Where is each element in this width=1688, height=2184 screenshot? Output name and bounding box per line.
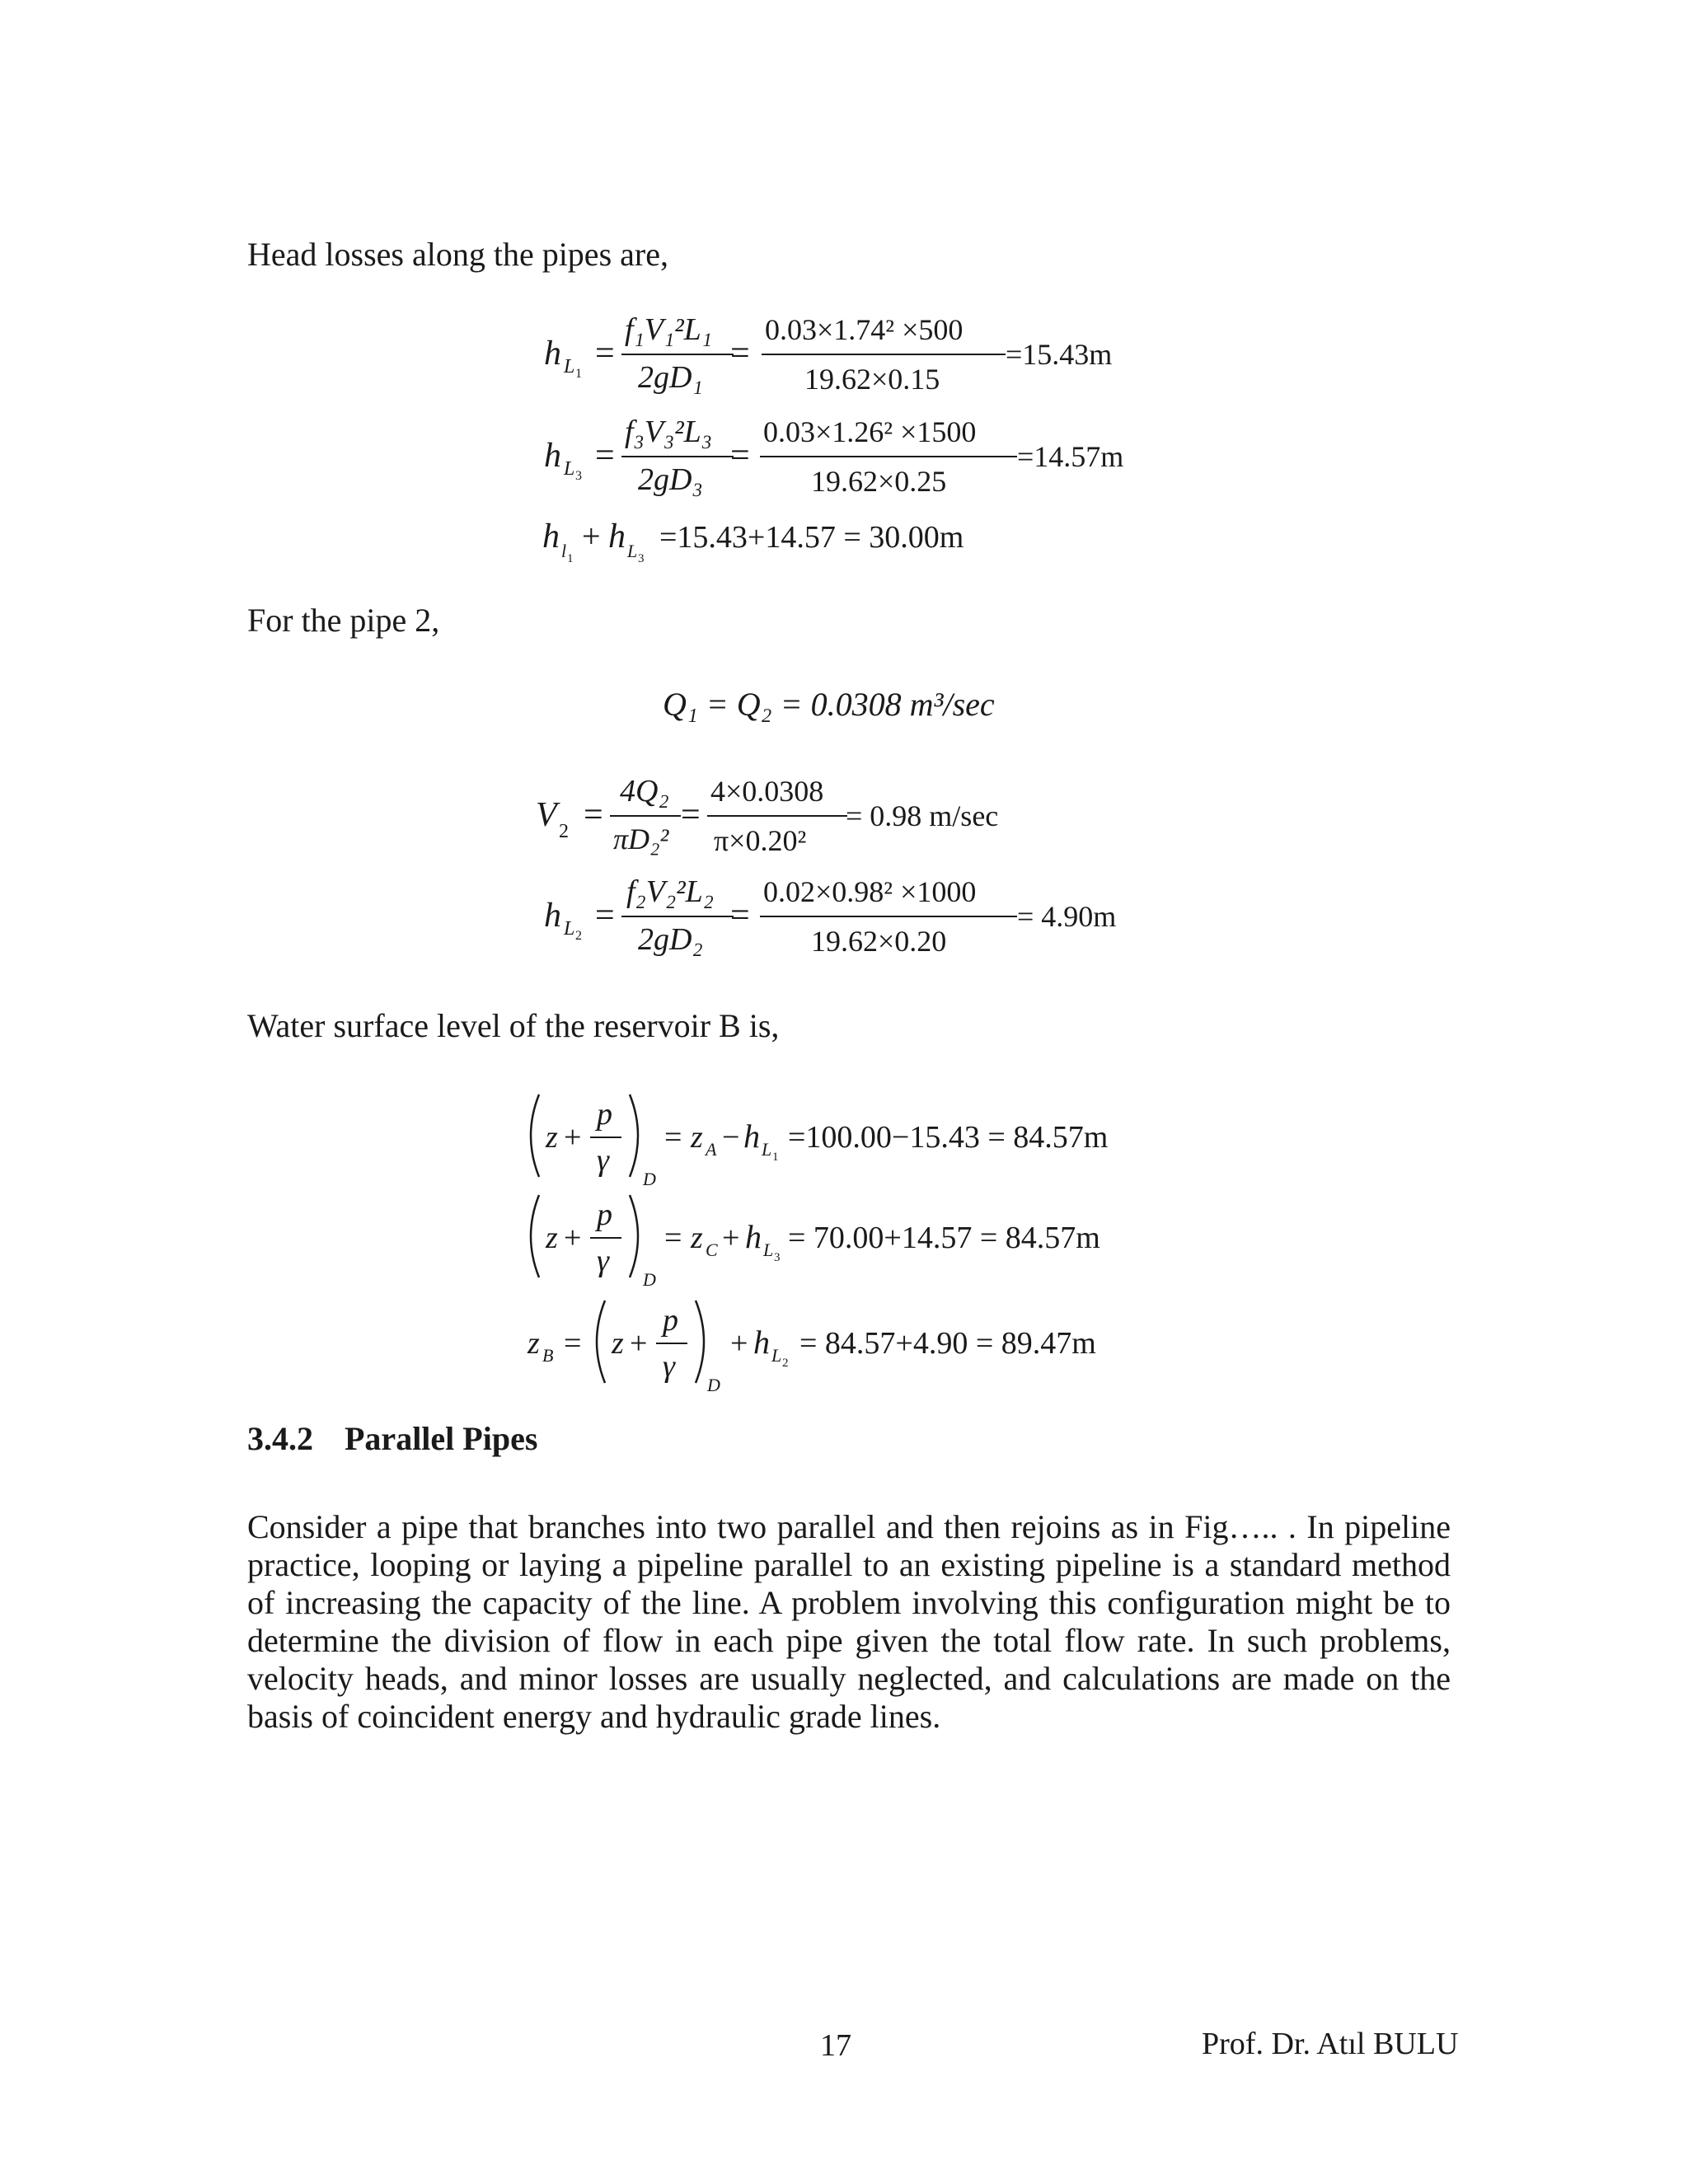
svg-text:p: p [597,1197,612,1232]
eq-hL1-num: 0.03×1.74² ×500 [765,313,964,346]
intro-reservoir: Water surface level of the reservoir B is, [247,1007,780,1044]
equation-zB [519,1294,1179,1405]
svg-text:+: + [630,1326,648,1361]
eq-hL1-sym-num: f₁V₁²L₁ [625,312,712,347]
eq-hL3-lhs-subsub: 3 [575,469,582,483]
svg-text:D: D [643,1169,656,1189]
svg-text:=: = [595,437,615,475]
eq-V2-sym-den: πD₂² [613,823,669,855]
eq-hL3-num: 0.03×1.26² ×1500 [763,415,977,448]
eq-hL1-lhs-sub: L [564,356,575,377]
svg-text:z: z [546,1120,558,1155]
svg-text:=: = [595,897,615,935]
eq-hL1-lhs-subsub: 1 [575,367,582,381]
eq-flow-text: Q₁ = Q₂ = 0.0308 m³/sec [663,686,995,723]
equation-sum [536,511,1195,573]
eq-V2-den: π×0.20² [714,824,807,857]
eq-hL3-lhs: h [544,437,561,475]
svg-text:=: = [564,1326,582,1361]
eq-hL1-sym-den: 2gD₁ [638,360,703,395]
svg-text:−: − [722,1120,740,1155]
eq-hL1-lhs: h [544,335,561,373]
svg-text:1: 1 [567,552,574,565]
svg-text:B: B [542,1345,554,1366]
svg-text:h: h [745,1218,762,1255]
eq-hL3-sym-num: f₃V₃²L₃ [625,415,712,449]
svg-text:=: = [664,1221,682,1255]
svg-text:z: z [528,1326,540,1361]
svg-text:γ: γ [597,1244,609,1278]
eq-V2-sym-num: 4Q₂ [620,774,669,808]
equation-flow [659,676,1154,738]
page-number: 17 [820,2028,851,2063]
svg-text:=: = [730,897,750,935]
equation-V2 [528,766,1187,869]
eq-D2-rhs: = 70.00+14.57 = 84.57m [788,1221,1100,1255]
svg-text:z: z [612,1326,624,1361]
svg-text:=: = [664,1120,682,1155]
svg-text:D: D [707,1375,720,1395]
eq-V2-lhs: V [536,796,557,834]
equation-hL1 [536,305,1195,408]
svg-text:h: h [608,518,626,555]
eq-zB-rhs: = 84.57+4.90 = 89.47m [799,1326,1096,1361]
eq-hL1-den: 19.62×0.15 [804,363,940,396]
svg-text:1: 1 [772,1151,779,1164]
svg-text:+: + [730,1326,748,1361]
equation-D-from-A [519,1088,1179,1199]
equation-hL2 [536,867,1195,970]
paragraph-parallel-pipes: Consider a pipe that branches into two parallel and then rejoins as in Fig….. . In pipeline practice, looping or laying a pipeline parallel to an existing pipeline is a standard method of increasing the capacity of the line. A problem involving this configuration might be to determine the division of flow in each pipe given the total flow rate. In such problems, velocity heads, and minor losses are usually neglected, and calculations are made on the basis of coincident energy and hydraulic grade lines. [247,1508,1451,1735]
svg-text:=: = [730,335,750,373]
eq-hL2-num: 0.02×0.98² ×1000 [763,875,977,908]
svg-text:h: h [743,1118,760,1155]
svg-text:=: = [681,796,701,834]
svg-text:L: L [763,1240,774,1260]
svg-text:L: L [762,1139,772,1160]
equation-hL3 [536,407,1195,510]
svg-text:l: l [561,541,567,561]
svg-text:+: + [582,518,601,555]
section-number: 3.4.2 [247,1420,313,1457]
eq-hL2-result: = 4.90m [1017,900,1117,933]
svg-text:+: + [722,1221,740,1255]
svg-text:p: p [663,1303,678,1338]
svg-text:C: C [706,1240,718,1260]
section-title: Parallel Pipes [345,1420,538,1457]
svg-text:γ: γ [597,1143,609,1178]
intro-pipe2: For the pipe 2, [247,602,440,639]
svg-text:=: = [584,796,603,834]
svg-text:3: 3 [774,1251,781,1264]
svg-text:L: L [771,1345,782,1366]
svg-text:z: z [691,1221,703,1255]
eq-hL2-lhs: h [544,897,561,935]
svg-text:+: + [564,1120,582,1155]
eq-hL3-sym-den: 2gD₃ [638,462,703,497]
svg-text:=: = [595,335,615,373]
eq-hL1-result: =15.43m [1006,338,1113,371]
svg-text:A: A [706,1139,717,1160]
eq-sum-rhs: =15.43+14.57 = 30.00m [659,520,964,555]
svg-text:h: h [542,518,560,555]
eq-V2-lhs-sub: 2 [559,821,569,842]
equation-D-from-C [519,1188,1179,1300]
svg-text:p: p [597,1097,612,1132]
author-footer: Prof. Dr. Atıl BULU [1202,2027,1459,2061]
svg-text:+: + [564,1221,582,1255]
eq-hL2-sym-den: 2gD₂ [638,922,703,957]
svg-text:D: D [643,1269,656,1290]
eq-V2-result: = 0.98 m/sec [846,799,999,832]
svg-text:=: = [730,437,750,475]
eq-hL2-lhs-subsub: 2 [575,929,582,943]
eq-hL2-sym-num: f₂V₂²L₂ [626,874,714,909]
eq-hL3-den: 19.62×0.25 [811,465,947,498]
eq-hL3-lhs-sub: L [564,458,575,480]
svg-text:z: z [546,1221,558,1255]
svg-text:L: L [627,541,638,561]
intro-head-losses: Head losses along the pipes are, [247,236,668,273]
svg-text:2: 2 [782,1357,789,1370]
eq-hL2-lhs-sub: L [564,918,575,940]
eq-D1-rhs: =100.00−15.43 = 84.57m [788,1120,1109,1155]
svg-text:h: h [753,1324,770,1361]
svg-text:3: 3 [638,552,645,565]
svg-text:γ: γ [663,1349,675,1384]
eq-hL3-result: =14.57m [1017,440,1124,473]
eq-hL2-den: 19.62×0.20 [811,925,947,958]
svg-text:z: z [691,1120,703,1155]
eq-V2-num: 4×0.0308 [710,775,824,808]
